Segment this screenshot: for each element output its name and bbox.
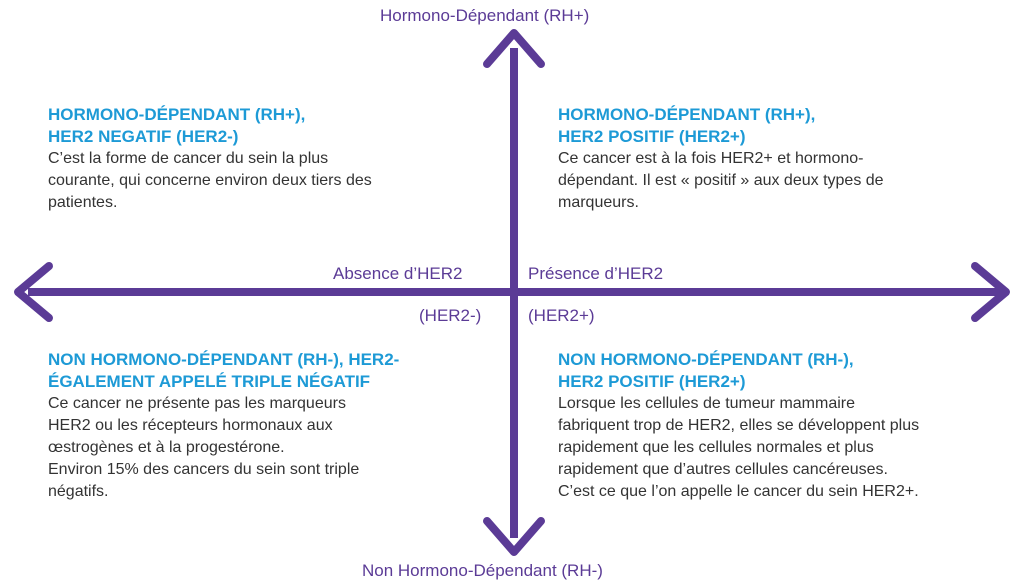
text-line: Ce cancer est à la fois HER2+ et hormono- — [558, 150, 864, 167]
title-line: NON HORMONO-DÉPENDANT (RH-), HER2- — [48, 350, 400, 369]
quadrant-title — [558, 349, 976, 393]
text-line: Lorsque les cellules de tumeur mammaire — [558, 395, 856, 412]
quadrant-description — [48, 148, 466, 214]
text-line: fabriquent trop de HER2, elles se développent plus — [558, 417, 920, 434]
quadrant-title — [48, 104, 466, 148]
quadrant-title — [48, 349, 466, 393]
quadrant-description — [558, 393, 976, 503]
text-line: marqueurs. — [558, 194, 639, 211]
quadrant-top-right — [558, 104, 976, 214]
text-line: négatifs. — [48, 483, 109, 500]
axis-label-right: Présence d’HER2 — [528, 264, 664, 283]
title-line: HORMONO-DÉPENDANT (RH+), — [558, 105, 816, 124]
axis-sublabel-right: (HER2+) — [528, 306, 595, 325]
quadrant-top-left — [48, 104, 466, 214]
axis-label-top: Hormono-Dépendant (RH+) — [380, 6, 590, 25]
text-line: patientes. — [48, 194, 118, 211]
quadrant-bottom-left — [48, 349, 466, 503]
axis-label-left: Absence d’HER2 — [333, 264, 463, 283]
text-line: rapidement que d’autres cellules cancéreuses. — [558, 461, 888, 478]
text-line: C’est la forme de cancer du sein la plus — [48, 150, 329, 167]
text-line: HER2 ou les récepteurs hormonaux aux — [48, 417, 333, 434]
axis-label-bottom: Non Hormono-Dépendant (RH-) — [362, 561, 603, 580]
title-line: ÉGALEMENT APPELÉ TRIPLE NÉGATIF — [48, 372, 371, 391]
quadrant-title — [558, 104, 976, 148]
text-line: œstrogènes et à la progestérone. — [48, 439, 285, 456]
text-line: C’est ce que l’on appelle le cancer du sein HER2+. — [558, 483, 919, 500]
title-line: HER2 NEGATIF (HER2-) — [48, 127, 239, 146]
title-line: HER2 POSITIF (HER2+) — [558, 127, 746, 146]
title-line: HER2 POSITIF (HER2+) — [558, 372, 746, 391]
text-line: Ce cancer ne présente pas les marqueurs — [48, 395, 346, 412]
axis-sublabel-left: (HER2-) — [419, 306, 482, 325]
text-line: courante, qui concerne environ deux tiers des — [48, 172, 372, 189]
quadrant-description — [558, 148, 976, 214]
title-line: NON HORMONO-DÉPENDANT (RH-), — [558, 350, 854, 369]
text-line: rapidement que les cellules normales et plus — [558, 439, 874, 456]
quadrant-description — [48, 393, 466, 503]
text-line: Environ 15% des cancers du sein sont triple — [48, 461, 360, 478]
title-line: HORMONO-DÉPENDANT (RH+), — [48, 105, 306, 124]
text-line: dépendant. Il est « positif » aux deux types de — [558, 172, 884, 189]
quadrant-bottom-right — [558, 349, 976, 503]
